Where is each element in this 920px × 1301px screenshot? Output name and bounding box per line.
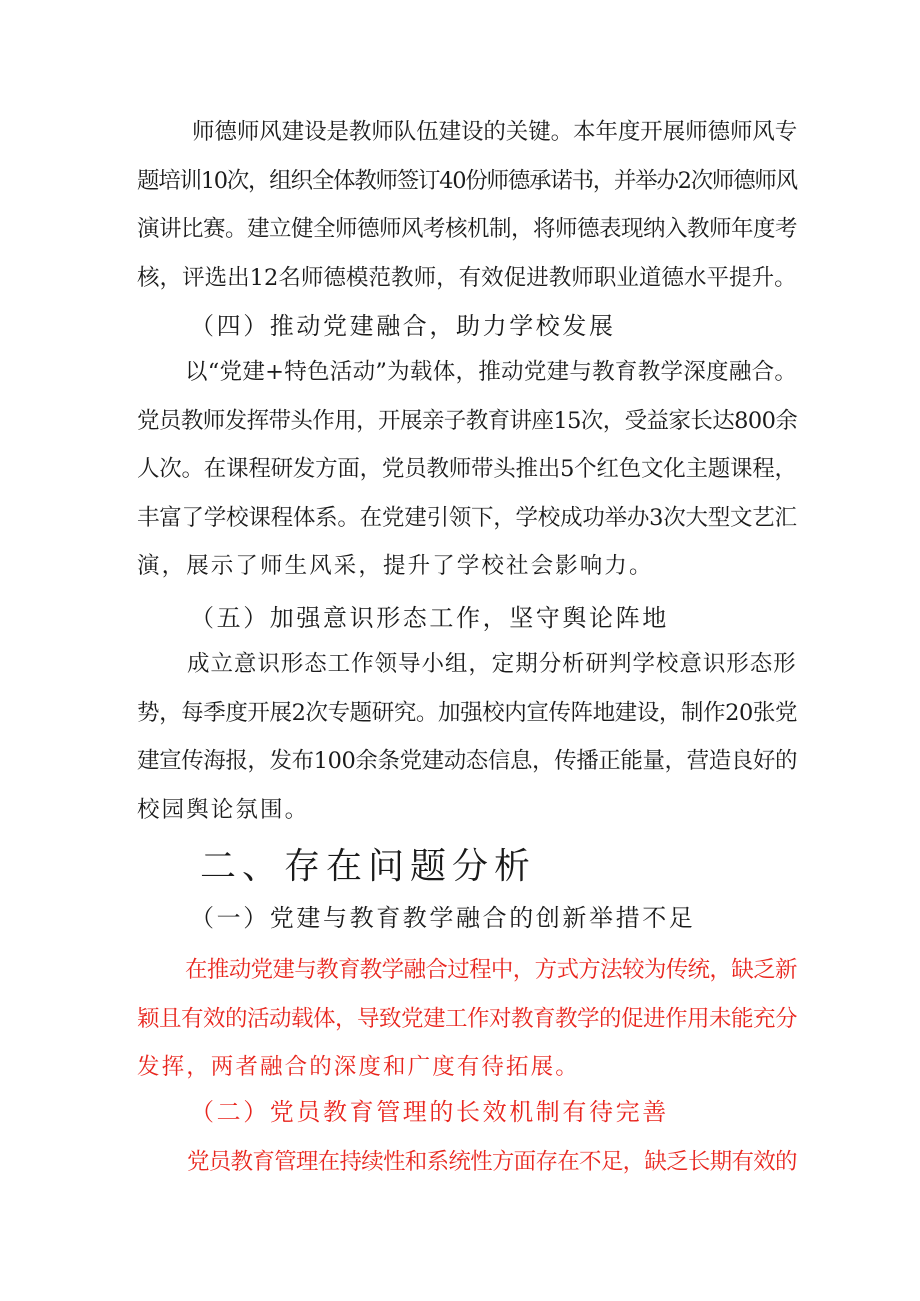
- text-line: 人次。在课程研发方面，党员教师带头推出5个红色文化主题课程，: [137, 456, 797, 482]
- text-line: 在推动党建与教育教学融合过程中，方式方法较为传统，缺乏新: [185, 957, 797, 983]
- text-line: 建宣传海报，发布100余条党建动态信息，传播正能量，营造良好的: [137, 748, 798, 774]
- text-line: 颖且有效的活动载体，导致党建工作对教育教学的促进作用未能充分: [137, 1005, 798, 1032]
- text-line: 演讲比赛。建立健全师德师风考核机制，将师德表现纳入教师年度考: [137, 216, 798, 242]
- text-line: 发挥，两者融合的深度和广度有待拓展。: [137, 1054, 580, 1080]
- text-line: 演，展示了师生风采，提升了学校社会影响力。: [137, 553, 654, 579]
- paragraph-ideology-work: [137, 640, 797, 834]
- text-line: 党员教师发挥带头作用，开展亲子教育讲座15次，受益家长达800余: [137, 407, 798, 434]
- text-line: 题培训10次，组织全体教师签订40份师德承诺书，并举办2次师德师风: [137, 167, 797, 194]
- problem-2-title: （二）党员教育管理的长效机制有待完善: [190, 1098, 669, 1126]
- text-line: 以“党建+特色活动”为载体，推动党建与教育教学深度融合。: [185, 359, 798, 385]
- text-line: 势，每季度开展2次专题研究。加强校内宣传阵地建设，制作20张党: [137, 699, 798, 726]
- text-line: 成立意识形态工作领导小组，定期分析研判学校意识形态形: [187, 651, 797, 677]
- text-line: 校园舆论氛围。: [137, 796, 310, 823]
- section-4-title: （四）推动党建融合，助力学校发展: [190, 312, 616, 340]
- text-line: 师德师风建设是教师队伍建设的关键。本年度开展师德师风专: [192, 119, 798, 145]
- text-line: 丰富了学校课程体系。在党建引领下，学校成功举办3次大型文艺汇: [137, 504, 797, 531]
- text-line: 核，评选出12名师德模范教师，有效促进教师职业道德水平提升。: [137, 264, 797, 291]
- paragraph-problem-1: [137, 946, 797, 1092]
- problem-1-title: （一）党建与教育教学融合的创新举措不足: [190, 904, 696, 932]
- paragraph-teacher-ethics: [137, 108, 797, 302]
- text-line: 党员教育管理在持续性和系统性方面存在不足，缺乏长期有效的: [187, 1149, 797, 1175]
- paragraph-problem-2: [137, 1138, 797, 1187]
- part-2-heading: 二、存在问题分析: [200, 846, 537, 887]
- paragraph-party-integration: [137, 348, 797, 591]
- section-5-title: （五）加强意识形态工作，坚守舆论阵地: [190, 604, 669, 632]
